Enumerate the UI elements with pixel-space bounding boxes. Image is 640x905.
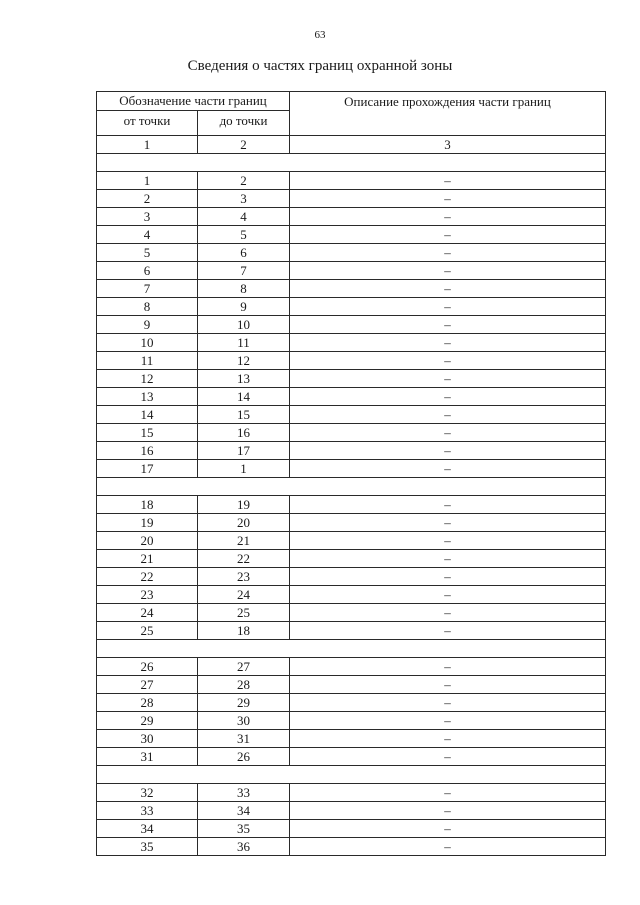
- table-row: [97, 676, 606, 694]
- table-row: [97, 496, 606, 514]
- description-cell: –: [290, 172, 606, 190]
- table-row: [97, 532, 606, 550]
- table-row: [97, 694, 606, 712]
- description-cell: –: [290, 586, 606, 604]
- to-point-cell: 10: [198, 316, 290, 334]
- description-cell: –: [290, 496, 606, 514]
- description-cell: –: [290, 460, 606, 478]
- from-point-cell: 33: [97, 802, 198, 820]
- description-cell: –: [290, 694, 606, 712]
- to-point-cell: 22: [198, 550, 290, 568]
- from-point-cell: 4: [97, 226, 198, 244]
- from-point-cell: 16: [97, 442, 198, 460]
- to-point-cell: 15: [198, 406, 290, 424]
- from-point-cell: 18: [97, 496, 198, 514]
- description-cell: –: [290, 370, 606, 388]
- to-point-cell: 36: [198, 838, 290, 856]
- to-point-cell: 23: [198, 568, 290, 586]
- table-row: [97, 262, 606, 280]
- description-cell: –: [290, 568, 606, 586]
- to-point-cell: 26: [198, 748, 290, 766]
- to-point-cell: 21: [198, 532, 290, 550]
- to-point-cell: 2: [198, 172, 290, 190]
- description-cell: –: [290, 748, 606, 766]
- section-separator: [97, 478, 606, 496]
- from-point-cell: 28: [97, 694, 198, 712]
- to-point-cell: 18: [198, 622, 290, 640]
- table-row: [97, 370, 606, 388]
- table-row: [97, 388, 606, 406]
- to-point-cell: 30: [198, 712, 290, 730]
- table-row: [97, 820, 606, 838]
- from-point-cell: 25: [97, 622, 198, 640]
- table-row: [97, 730, 606, 748]
- from-point-cell: 27: [97, 676, 198, 694]
- to-point-cell: 31: [198, 730, 290, 748]
- from-point-cell: 3: [97, 208, 198, 226]
- to-point-cell: 4: [198, 208, 290, 226]
- table-row: [97, 298, 606, 316]
- description-cell: –: [290, 424, 606, 442]
- description-cell: –: [290, 406, 606, 424]
- table-row: [97, 802, 606, 820]
- to-point-cell: 33: [198, 784, 290, 802]
- description-cell: –: [290, 730, 606, 748]
- table-row: [97, 460, 606, 478]
- header-to-point: до точки: [198, 111, 290, 136]
- section-separator: [97, 154, 606, 172]
- from-point-cell: 23: [97, 586, 198, 604]
- separator-cell: [97, 154, 606, 172]
- from-point-cell: 24: [97, 604, 198, 622]
- separator-cell: [97, 766, 606, 784]
- to-point-cell: 12: [198, 352, 290, 370]
- table-row: [97, 244, 606, 262]
- page-title: Сведения о частях границ охранной зоны: [187, 58, 453, 74]
- to-point-cell: 34: [198, 802, 290, 820]
- description-cell: –: [290, 604, 606, 622]
- from-point-cell: 32: [97, 784, 198, 802]
- table-row: [97, 784, 606, 802]
- table-row: [97, 352, 606, 370]
- table-row: [97, 190, 606, 208]
- from-point-cell: 14: [97, 406, 198, 424]
- to-point-cell: 11: [198, 334, 290, 352]
- table-row: [97, 280, 606, 298]
- table-row: [97, 550, 606, 568]
- table-row: [97, 622, 606, 640]
- description-cell: –: [290, 532, 606, 550]
- table-row: [97, 406, 606, 424]
- description-cell: –: [290, 658, 606, 676]
- to-point-cell: 5: [198, 226, 290, 244]
- to-point-cell: 29: [198, 694, 290, 712]
- description-cell: –: [290, 208, 606, 226]
- description-cell: –: [290, 280, 606, 298]
- to-point-cell: 19: [198, 496, 290, 514]
- description-cell: –: [290, 784, 606, 802]
- table-row: [97, 442, 606, 460]
- table-row: [97, 568, 606, 586]
- description-cell: –: [290, 244, 606, 262]
- from-point-cell: 35: [97, 838, 198, 856]
- to-point-cell: 8: [198, 280, 290, 298]
- column-number: 1: [97, 136, 198, 154]
- table-row: [97, 514, 606, 532]
- to-point-cell: 35: [198, 820, 290, 838]
- description-cell: –: [290, 712, 606, 730]
- to-point-cell: 3: [198, 190, 290, 208]
- table-row: [97, 208, 606, 226]
- from-point-cell: 12: [97, 370, 198, 388]
- from-point-cell: 15: [97, 424, 198, 442]
- to-point-cell: 27: [198, 658, 290, 676]
- description-cell: –: [290, 838, 606, 856]
- page-number: 63: [314, 29, 326, 41]
- table-row: [97, 838, 606, 856]
- from-point-cell: 2: [97, 190, 198, 208]
- description-cell: –: [290, 622, 606, 640]
- from-point-cell: 30: [97, 730, 198, 748]
- column-number: 2: [198, 136, 290, 154]
- to-point-cell: 14: [198, 388, 290, 406]
- from-point-cell: 1: [97, 172, 198, 190]
- description-cell: –: [290, 550, 606, 568]
- separator-cell: [97, 478, 606, 496]
- from-point-cell: 20: [97, 532, 198, 550]
- from-point-cell: 13: [97, 388, 198, 406]
- to-point-cell: 28: [198, 676, 290, 694]
- header-boundary-designation: Обозначение части границ: [97, 92, 290, 111]
- from-point-cell: 22: [97, 568, 198, 586]
- description-cell: –: [290, 316, 606, 334]
- to-point-cell: 16: [198, 424, 290, 442]
- table-row: [97, 712, 606, 730]
- separator-cell: [97, 640, 606, 658]
- description-cell: –: [290, 514, 606, 532]
- description-cell: –: [290, 802, 606, 820]
- to-point-cell: 25: [198, 604, 290, 622]
- from-point-cell: 21: [97, 550, 198, 568]
- table-row: [97, 424, 606, 442]
- from-point-cell: 26: [97, 658, 198, 676]
- from-point-cell: 34: [97, 820, 198, 838]
- from-point-cell: 29: [97, 712, 198, 730]
- from-point-cell: 17: [97, 460, 198, 478]
- table-row: [97, 604, 606, 622]
- description-cell: –: [290, 820, 606, 838]
- description-cell: –: [290, 352, 606, 370]
- description-cell: –: [290, 226, 606, 244]
- from-point-cell: 8: [97, 298, 198, 316]
- to-point-cell: 17: [198, 442, 290, 460]
- to-point-cell: 20: [198, 514, 290, 532]
- table-body: [97, 154, 606, 856]
- from-point-cell: 5: [97, 244, 198, 262]
- header-description: Описание прохождения части границ: [290, 92, 606, 136]
- description-cell: –: [290, 298, 606, 316]
- table-row: [97, 334, 606, 352]
- column-number: 3: [290, 136, 606, 154]
- from-point-cell: 19: [97, 514, 198, 532]
- to-point-cell: 6: [198, 244, 290, 262]
- boundary-parts-table: [96, 91, 606, 856]
- from-point-cell: 10: [97, 334, 198, 352]
- to-point-cell: 1: [198, 460, 290, 478]
- description-cell: –: [290, 262, 606, 280]
- section-separator: [97, 766, 606, 784]
- section-separator: [97, 640, 606, 658]
- description-cell: –: [290, 676, 606, 694]
- to-point-cell: 7: [198, 262, 290, 280]
- description-cell: –: [290, 190, 606, 208]
- description-cell: –: [290, 334, 606, 352]
- table-row: [97, 316, 606, 334]
- table-row: [97, 586, 606, 604]
- table-row: [97, 172, 606, 190]
- table-row: [97, 748, 606, 766]
- description-cell: –: [290, 442, 606, 460]
- from-point-cell: 31: [97, 748, 198, 766]
- from-point-cell: 7: [97, 280, 198, 298]
- table-row: [97, 658, 606, 676]
- table-row: [97, 226, 606, 244]
- header-from-point: от точки: [97, 111, 198, 136]
- to-point-cell: 9: [198, 298, 290, 316]
- to-point-cell: 13: [198, 370, 290, 388]
- from-point-cell: 11: [97, 352, 198, 370]
- from-point-cell: 6: [97, 262, 198, 280]
- description-cell: –: [290, 388, 606, 406]
- to-point-cell: 24: [198, 586, 290, 604]
- from-point-cell: 9: [97, 316, 198, 334]
